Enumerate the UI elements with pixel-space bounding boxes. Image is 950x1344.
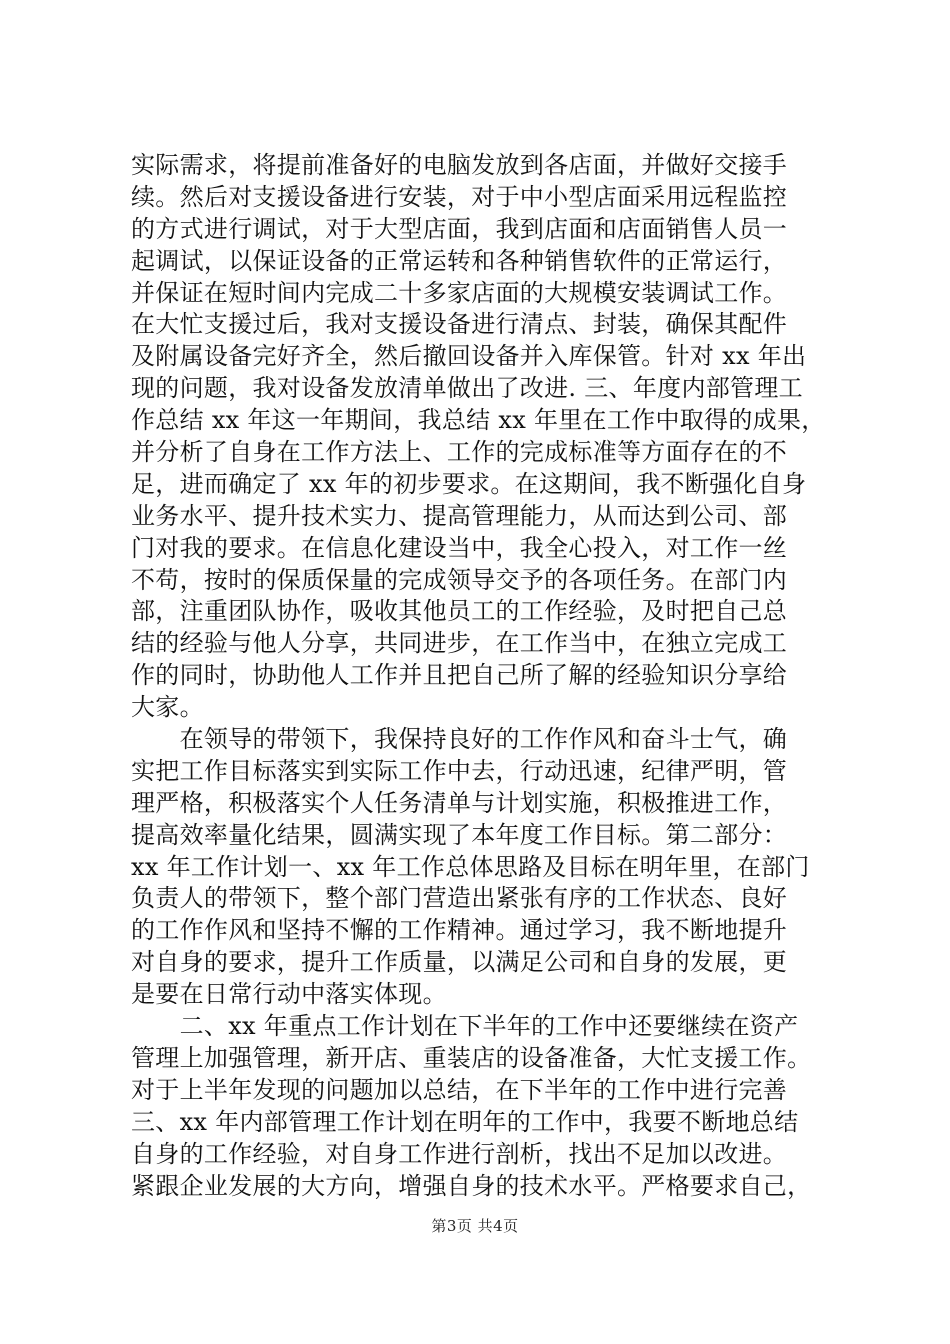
text-line: xx 年工作计划一、xx 年工作总体思路及目标在明年里，在部门 (131, 852, 810, 881)
text-line: 管理上加强管理，新开店、重装店的设备准备，大忙支援工作。 (131, 1043, 812, 1072)
text-line: 的工作作风和坚持不懈的工作精神。通过学习，我不断地提升 (131, 916, 788, 945)
text-line: 作的同时，协助他人工作并且把自己所了解的经验知识分享给 (131, 661, 788, 690)
text-line: 对于上半年发现的问题加以总结，在下半年的工作中进行完善 (131, 1075, 788, 1104)
text-line: 现的问题，我对设备发放清单做出了改进. 三、年度内部管理工 (131, 374, 803, 403)
text-line: 实把工作目标落实到实际工作中去，行动迅速，纪律严明，管 (131, 756, 788, 785)
text-line: 作总结 xx 年这一年期间，我总结 xx 年里在工作中取得的成果， (131, 406, 826, 435)
text-line: 的方式进行调试，对于大型店面，我到店面和店面销售人员一 (131, 214, 788, 243)
text-line: 足，进而确定了 xx 年的初步要求。在这期间，我不断强化自身 (131, 469, 807, 498)
text-line: 结的经验与他人分享，共同进步，在工作当中，在独立完成工 (131, 629, 788, 658)
text-line: 大家。 (131, 693, 204, 722)
page-number: 第3页 共4页 (431, 1217, 519, 1235)
text-line: 不苟，按时的保质保量的完成领导交予的各项任务。在部门内 (131, 565, 788, 594)
text-line: 二、xx 年重点工作计划在下半年的工作中还要继续在资产 (131, 1012, 799, 1041)
text-line: 提高效率量化结果，圆满实现了本年度工作目标。第二部分： (131, 820, 788, 849)
text-line: 负责人的带领下，整个部门营造出紧张有序的工作状态、良好 (131, 884, 788, 913)
text-line: 业务水平、提升技术实力、提高管理能力，从而达到公司、部 (131, 501, 788, 530)
text-line: 并分析了自身在工作方法上、工作的完成标准等方面存在的不 (131, 438, 788, 467)
text-line: 并保证在短时间内完成二十多家店面的大规模安装调试工作。 (131, 278, 788, 307)
text-line: 起调试，以保证设备的正常运转和各种销售软件的正常运行， (131, 246, 788, 275)
text-line: 在领导的带领下，我保持良好的工作作风和奋斗士气，确 (131, 725, 788, 754)
text-line: 理严格，积极落实个人任务清单与计划实施，积极推进工作， (131, 788, 788, 817)
text-line: 实际需求，将提前准备好的电脑发放到各店面，并做好交接手 (131, 151, 788, 179)
text-line: 及附属设备完好齐全，然后撤回设备并入库保管。针对 xx 年出 (131, 342, 807, 371)
body-text (131, 150, 851, 1202)
text-line: 自身的工作经验，对自身工作进行剖析，找出不足加以改进。 (131, 1139, 788, 1168)
text-line: 对自身的要求，提升工作质量，以满足公司和自身的发展，更 (131, 948, 788, 977)
text-line: 门对我的要求。在信息化建设当中，我全心投入，对工作一丝 (131, 533, 788, 562)
text-line: 部，注重团队协作，吸收其他员工的工作经验，及时把自己总 (131, 597, 788, 626)
text-line: 紧跟企业发展的大方向，增强自身的技术水平。严格要求自己， (131, 1171, 812, 1200)
text-line: 三、xx 年内部管理工作计划在明年的工作中，我要不断地总结 (131, 1107, 799, 1136)
text-line: 在大忙支援过后，我对支援设备进行清点、封装，确保其配件 (131, 310, 788, 339)
text-line: 续。然后对支援设备进行安装，对于中小型店面采用远程监控 (131, 182, 788, 211)
text-line: 是要在日常行动中落实体现。 (131, 980, 447, 1009)
